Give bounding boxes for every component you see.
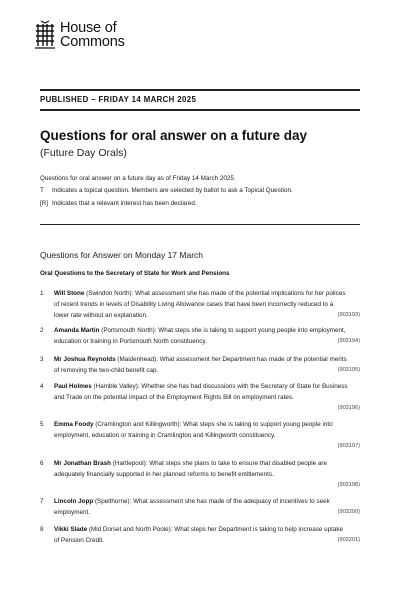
question-item: [40, 524, 360, 546]
question-ref: (903201): [337, 537, 360, 543]
question-item: [40, 381, 360, 411]
question-item: [40, 458, 360, 488]
constituency: (Spelthorne):: [94, 498, 132, 505]
question-ref: (903193): [337, 312, 360, 318]
question-number: 1: [40, 290, 44, 297]
question-item: [40, 419, 360, 449]
constituency: (Cramlington and Killingworth):: [95, 421, 182, 428]
legend-interest: [40, 200, 360, 207]
legend-topical: [40, 187, 360, 194]
legend-key: [R]: [40, 200, 49, 207]
top-divider: [40, 89, 360, 91]
intro-divider: [40, 224, 360, 225]
question-number: 6: [40, 460, 44, 467]
question-text: What steps her Department is taking to help increase uptake of Pension Credit.: [54, 526, 344, 545]
published-divider: [40, 109, 360, 111]
question-item: [40, 325, 360, 347]
question-number: 5: [40, 421, 44, 428]
question-number: 4: [40, 383, 44, 390]
question-number: 3: [40, 356, 44, 363]
department-heading: Oral Questions to the Secretary of State for Work and Pensions: [40, 270, 230, 277]
page-title: Questions for oral answer on a future day: [40, 128, 308, 143]
published-date: PUBLISHED – FRIDAY 14 MARCH 2025: [40, 95, 197, 104]
logo-line-2: Commons: [60, 34, 125, 50]
question-number: 7: [40, 498, 44, 505]
question-ref: (903198): [337, 482, 360, 488]
question-text: What steps she is taking to support young people into employment, education or training in Portsmouth North constituency.: [54, 327, 346, 346]
question-ref: (903200): [337, 509, 360, 515]
question-item: [40, 496, 360, 518]
question-text: What steps she is taking to support young people into employment, education or training in Cramlington and Killingworth constituency.: [54, 421, 333, 440]
question-number: 2: [40, 327, 44, 334]
member-name: Lincoln Jopp: [54, 498, 94, 505]
question-text: What assessment she has made of the potential implications for her polices of recent trends in levels of Disability Living Allowance cases that have been incorrectly reduced to a lower rate without an explanation.: [54, 290, 346, 320]
page-subtitle: (Future Day Orals): [40, 147, 127, 159]
question-text: What assessment she has made of the adequacy of incentives to seek employment.: [54, 498, 330, 517]
intro-text: Questions for oral answer on a future day as of Friday 14 March 2025.: [40, 175, 236, 182]
constituency: (Hamble Valley):: [93, 383, 140, 390]
member-name: Vikki Slade: [54, 526, 88, 533]
question-item: [40, 288, 360, 322]
member-name: Mr Joshua Reynolds: [54, 356, 116, 363]
constituency: (Maidenhead):: [117, 356, 158, 363]
question-item: [40, 354, 360, 376]
member-name: Emma Foody: [54, 421, 94, 428]
portcullis-icon: [34, 20, 56, 50]
question-number: 8: [40, 526, 44, 533]
question-ref: (903197): [337, 443, 360, 449]
question-text: Whether she has had discussions with the Secretary of State for Business and Trade on the potential impact of the Employment Rights Bill on employment rates.: [54, 383, 348, 402]
legend-text: Indicates that a relevant interest has been declared.: [52, 200, 197, 207]
legend-text: Indicates a topical question. Members are selected by ballot to ask a Topical Question.: [52, 187, 293, 194]
constituency: (Swindon North):: [86, 290, 134, 297]
logo-line-1: House of: [60, 20, 117, 36]
question-ref: (903196): [337, 405, 360, 411]
constituency: (Mid Dorset and North Poole):: [88, 526, 173, 533]
constituency: (Hartlepool):: [112, 460, 148, 467]
question-text: What assessment her Department has made of the potential merits of removing the two-child benefit cap.: [54, 356, 347, 375]
legend-key: T: [40, 187, 44, 194]
question-text: What steps she plans to take to ensure that disabled people are adequately financially supported in her planned reforms to benefit entitlements.: [54, 460, 328, 479]
member-name: Amanda Martin: [54, 327, 100, 334]
question-ref: (903194): [337, 338, 360, 344]
parliament-logo: [34, 20, 125, 50]
constituency: (Portsmouth North):: [101, 327, 157, 334]
member-name: Will Stone: [54, 290, 85, 297]
logo-wordmark: [60, 21, 125, 49]
question-ref: (903195): [337, 367, 360, 373]
member-name: Paul Holmes: [54, 383, 92, 390]
section-heading: Questions for Answer on Monday 17 March: [40, 250, 203, 260]
member-name: Mr Jonathan Brash: [54, 460, 112, 467]
